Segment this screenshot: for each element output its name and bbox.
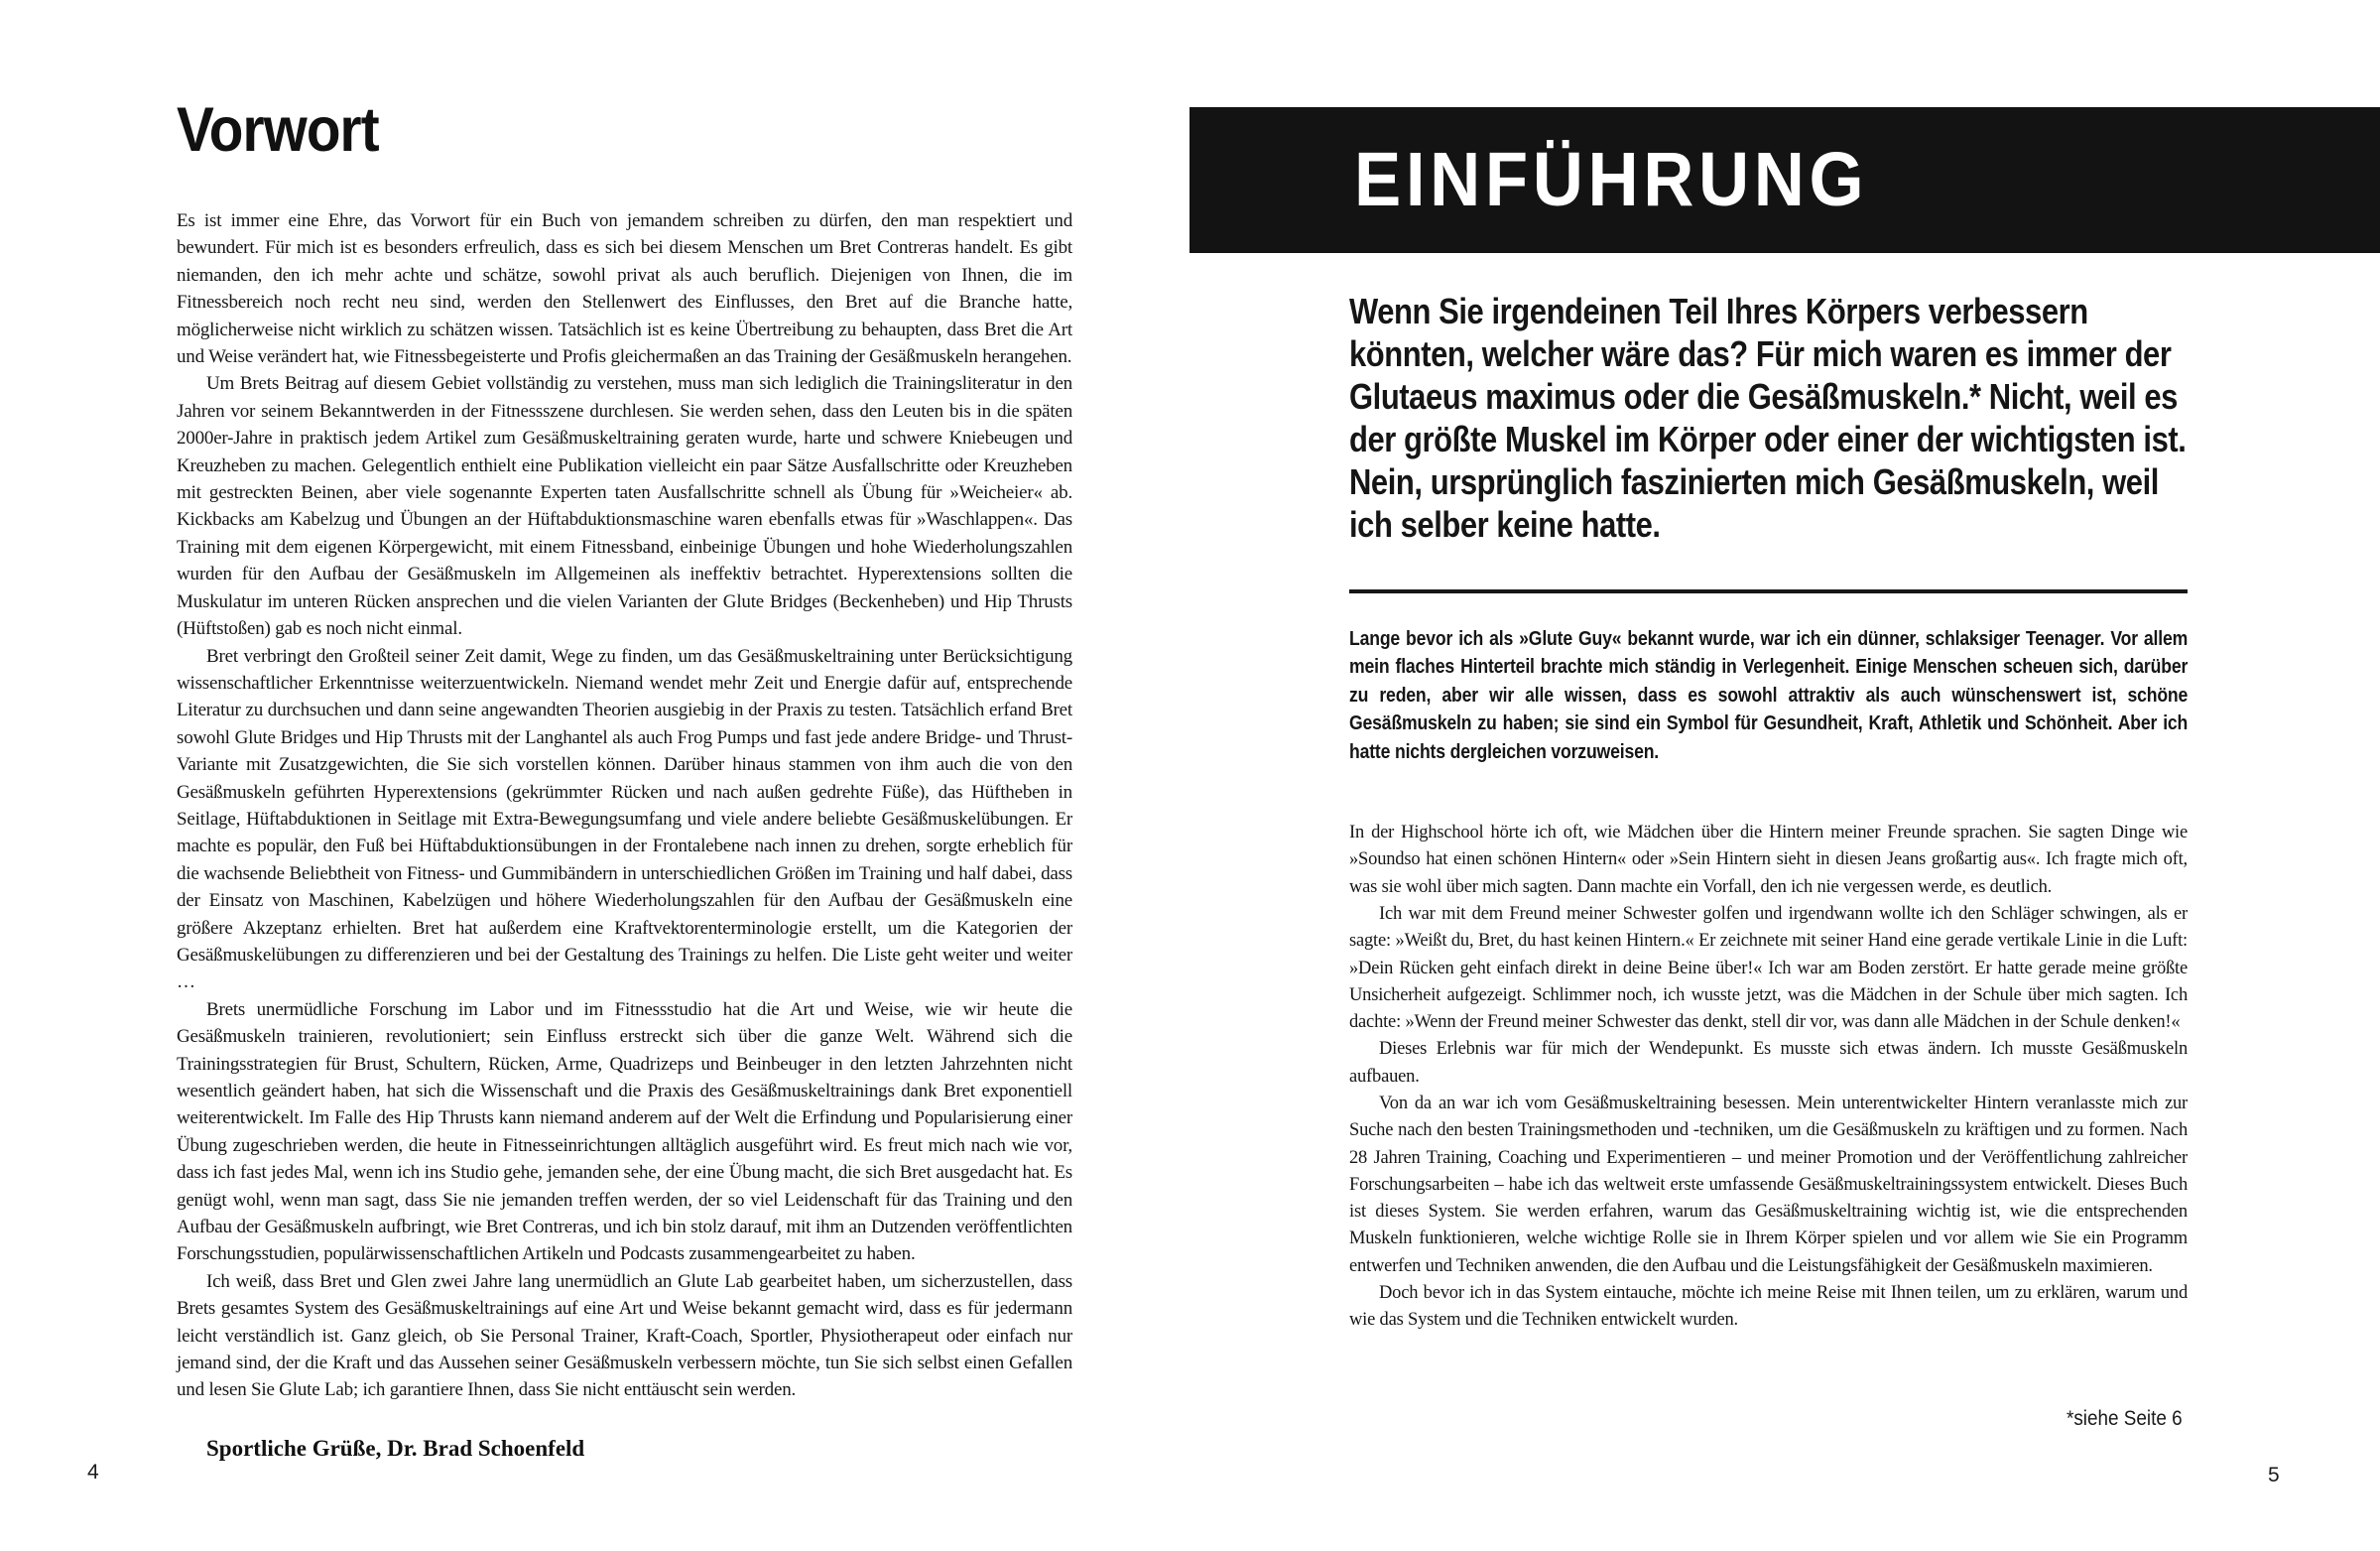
left-paragraph: Um Brets Beitrag auf diesem Gebiet vollständig zu verstehen, muss man sich lediglich die Trainingsliteratur in den Jahren vor seinem Bekanntwerden in der Fitnessszene durchlesen. Sie werden sehen, dass den Leuten bis in die späten 2000er-Jahre in praktisch jedem Artikel zum Gesäßmuskeltraining geraten wurde, harte und schwere Kniebeugen und Kreuzheben zu machen. Gelegentlich enthielt eine Publikation vielleicht ein paar Sätze Ausfallschritte oder Kreuzheben mit gestreckten Beinen, aber viele sogenannte Experten taten Ausfallschritte schnell als Übung für »Weicheier« ab. Kickbacks am Kabelzug und Übungen an der Hüftabduktionsmaschine waren ebenfalls etwas für »Waschlappen«. Das Training mit dem eigenen Körpergewicht, mit einem Fitnessband, einbeinige Übungen und hohe Wiederholungszahlen wurden für den Aufbau der Gesäßmuskeln im Allgemeinen als ineffektiv betrachtet. Hyperextensions sollten die Muskulatur im unteren Rücken ansprechen und die vielen Varianten der Glute Bridges (Beckenheben) und Hip Thrusts (Hüftstoßen) gab es noch nicht einmal.	[177, 373, 1072, 640]
left-paragraph: Es ist immer eine Ehre, das Vorwort für ein Buch von jemandem schreiben zu dürfen, den man respektiert und bewundert. Für mich ist es besonders erfreulich, dass es sich bei diesem Menschen um Bret Contreras handelt. Es gibt niemanden, den ich mehr achte und schätze, sowohl privat als auch beruflich. Diejenigen von Ihnen, die im Fitnessbereich noch recht neu sind, werden den Stellenwert des Einflusses, den Bret auf die Branche hatte, möglicherweise nicht wirklich zu schätzen wissen. Tatsächlich ist es keine Übertreibung zu behaupten, dass Bret die Art und Weise verändert hat, wie Fitnessbegeisterte und Profis gleichermaßen an das Training der Gesäßmuskeln herangehen.	[177, 210, 1072, 368]
right-paragraph: Doch bevor ich in das System eintauche, möchte ich meine Reise mit Ihnen teilen, um zu erklären, warum und wie das System und die Techniken entwickelt wurden.	[1349, 1283, 2188, 1331]
page-number-left: 4	[87, 1461, 99, 1484]
lead-paragraph: Wenn Sie irgendeinen Teil Ihres Körpers verbessern könnten, welcher wäre das? Für mich waren es immer der Glutaeus maximus oder die Gesäßmuskeln.* Nicht, weil es der größte Muskel im Körper oder einer der wichtigsten ist. Nein, ursprünglich faszinierten mich Gesäßmuskeln, weil ich selber keine hatte.	[1349, 291, 2187, 545]
footnote-text: *siehe Seite 6	[2067, 1407, 2183, 1430]
highlight-paragraph: Lange bevor ich als »Glute Guy« bekannt wurde, war ich ein dünner, schlaksiger Teenager. Vor allem mein flaches Hinterteil brachte mich ständig in Verlegenheit. Einige Menschen scheuen sich, darüber zu reden, aber wir alle wissen, dass es sowohl attraktiv als auch wünschenswert ist, schöne Gesäßmuskeln zu haben; sie sind ein Symbol für Gesundheit, Kraft, Athletik und Schönheit. Aber ich hatte nichts dergleichen vorzuweisen.	[1349, 627, 2189, 763]
left-paragraph: Brets unermüdliche Forschung im Labor und im Fitnessstudio hat die Art und Weise, wie wir heute die Gesäßmuskeln trainieren, revolutioniert; sein Einfluss erstreckt sich über die ganze Welt. Während sich die Trainingsstrategien für Brust, Schultern, Rücken, Arme, Quadrizeps und Beinbeuger in den letzten Jahrzehnten nicht wesentlich geändert haben, hat sich die Wissenschaft und die Praxis des Gesäßmuskeltrainings dank Bret exponentiell weiterentwickelt. Im Falle des Hip Thrusts kann niemand anderem auf der Welt die Erfindung und Popularisierung einer Übung zugeschrieben werden, die heute in Fitnesseinrichtungen alltäglich ausgeführt wird. Es freut mich nach wie vor, dass ich fast jedes Mal, wenn ich ins Studio gehe, jemanden sehe, der eine Übung macht, die sich Bret ausgedacht hat. Es genügt wohl, wenn man sagt, dass Sie nie jemanden treffen werden, der so viel Leidenschaft für das Training und den Aufbau der Gesäßmuskeln aufbringt, wie Bret Contreras, und ich bin stolz darauf, mit ihm an Dutzenden veröffentlichten Forschungsstudien, populärwissenschaftlichen Artikeln und Podcasts zusammengearbeitet zu haben.	[177, 998, 1072, 1265]
section-divider	[1349, 589, 2188, 593]
footnote	[1349, 1407, 2183, 1431]
page-left	[177, 95, 1072, 1462]
page-number-right: 5	[2268, 1464, 2280, 1486]
page-title-vorwort: Vorwort	[177, 95, 379, 165]
right-paragraph: In der Highschool hörte ich oft, wie Mädchen über die Hintern meiner Freunde sprachen. Sie sagten Dinge wie »Soundso hat einen schönen Hintern« oder »Sein Hintern sieht in diesen Jeans großartig aus«. Ich fragte mich oft, was sie wohl über mich sagten. Dann machte ein Vorfall, den ich nie vergessen werde, es deutlich.	[1349, 823, 2188, 897]
right-paragraph: Dieses Erlebnis war für mich der Wendepunkt. Es musste sich etwas ändern. Ich musste Gesäßmuskeln aufbauen.	[1349, 1039, 2188, 1087]
left-body-text	[177, 207, 1072, 1404]
right-body-text	[1349, 820, 2188, 1335]
left-paragraph: Ich weiß, dass Bret und Glen zwei Jahre lang unermüdlich an Glute Lab gearbeitet haben, um sicherzustellen, dass Brets gesamtes System des Gesäßmuskeltrainings auf eine Art und Weise bekannt gemacht wird, dass es für jedermann leicht verständlich ist. Ganz gleich, ob Sie Personal Trainer, Kraft-Coach, Sportler, Physiotherapeut oder einfach nur jemand sind, der die Kraft und das Aussehen seiner Gesäßmuskeln verbessern möchte, tun Sie sich selbst einen Gefallen und lesen Sie Glute Lab; ich garantiere Ihnen, dass Sie nicht enttäuscht sein werden.	[177, 1270, 1072, 1401]
chapter-title-einfuehrung: EINFÜHRUNG	[1354, 137, 1869, 222]
chapter-banner	[1190, 107, 2380, 253]
signoff: Sportliche Grüße, Dr. Brad Schoenfeld	[206, 1435, 585, 1461]
left-paragraph: Bret verbringt den Großteil seiner Zeit damit, Wege zu finden, um das Gesäßmuskeltraining unter Berücksichtigung wissenschaftlicher Erkenntnisse weiterzuentwickeln. Niemand wendet mehr Zeit und Energie dafür auf, entsprechende Literatur zu durchsuchen und dann seine angewandten Theorien ausgiebig in der Praxis zu testen. Tatsächlich erfand Bret sowohl Glute Bridges und Hip Thrusts mit der Langhantel als auch Frog Pumps und fast jede andere Bridge- und Thrust-Variante mit Zusatzgewichten, die Sie sich vorstellen können. Darüber hinaus stammen von ihm auch die von den Gesäßmuskeln geführten Hyperextensions (gekrümmter Rücken und nach außen gedrehte Füße), das Hüftheben in Seitlage, Hüftabduktionen in Seitlage mit Extra-Bewegungsumfang und viele andere beliebte Gesäßmuskelübungen. Er machte es populär, den Fuß bei Hüftabduktionsübungen in der Frontalebene nach innen zu drehen, sorgte erheblich für die wachsende Beliebtheit von Fitness- und Gummibändern in unterschiedlichen Größen im Training und half dabei, dass der Einsatz von Maschinen, Kabelzügen und höhere Wiederholungszahlen für den Aufbau der Gesäßmuskeln eine größere Akzeptanz erhielten. Bret hat außerdem eine Kraftvektorenterminologie erstellt, um die Kategorien der Gesäßmuskelübungen zu differenzieren und bei der Gestaltung des Trainings zu helfen. Die Liste geht weiter und weiter …	[177, 645, 1072, 993]
right-paragraph: Von da an war ich vom Gesäßmuskeltraining besessen. Mein unterentwickelter Hintern veranlasste mich zur Suche nach den besten Trainingsmethoden und -techniken, um die Gesäßmuskeln zu kräftigen und zu formen. Nach 28 Jahren Training, Coaching und Experimentieren – und meiner Promotion und der Veröffentlichung zahlreicher Forschungsarbeiten – habe ich das weltweit erste umfassende Gesäßmuskeltrainingssystem entwickelt. Dieses Buch ist dieses System. Sie werden erfahren, warum das Gesäßmuskeltraining wichtig ist, wie die entsprechenden Muskeln funktionieren, welche wichtige Rolle sie in Ihrem Körper spielen und vor allem wie Sie ein Programm entwerfen und Techniken anwenden, die den Aufbau und die Leistungsfähigkeit der Gesäßmuskeln maximieren.	[1349, 1094, 2188, 1276]
page-right	[1349, 290, 2188, 1335]
right-paragraph: Ich war mit dem Freund meiner Schwester golfen und irgendwann wollte ich den Schläger schwingen, als er sagte: »Weißt du, Bret, du hast keinen Hintern.« Er zeichnete mit seiner Hand eine gerade vertikale Linie in die Luft: »Dein Rücken geht einfach direkt in deine Beine über!« Ich war am Boden zerstört. Er hatte gerade meine größte Unsicherheit aufgezeigt. Schlimmer noch, ich wusste jetzt, was die Mädchen in der Schule über mich sagten. Ich dachte: »Wenn der Freund meiner Schwester das denkt, stell dir vor, was dann alle Mädchen in der Schule denken!«	[1349, 903, 2188, 1033]
